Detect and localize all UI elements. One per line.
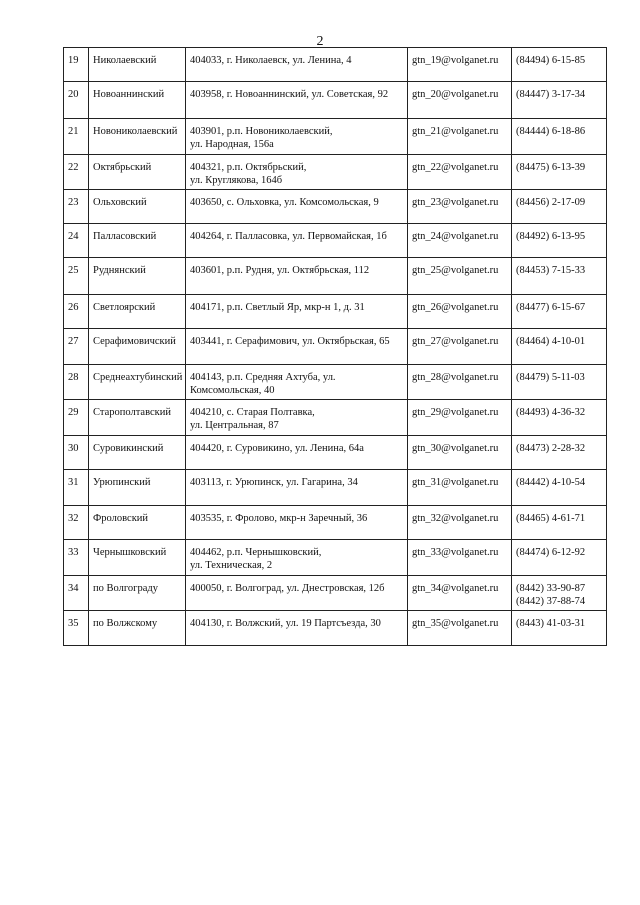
address-cell [186,506,408,540]
row-number: 26 [64,295,89,329]
address-line: 404264, г. Палласовка, ул. Первомайская, 1б [190,231,387,242]
phone-number: (8443) 41-03-31 [516,618,586,629]
address-cell [186,611,408,646]
table-row [64,155,607,190]
row-number: 21 [64,119,89,155]
district-name: Новониколаевский [89,119,186,155]
address-line: 404321, р.п. Октябрьский, [190,162,307,173]
phone-cell [512,155,607,190]
phone-number: (8442) 37-88-74 [516,596,586,607]
address-line: 403958, г. Новоаннинский, ул. Советская, 92 [190,89,389,100]
district-name: по Волгограду [89,576,186,611]
address-cell [186,258,408,295]
table-row [64,470,607,506]
row-number: 20 [64,82,89,119]
phone-cell [512,190,607,224]
table-row [64,224,607,258]
table-row [64,365,607,400]
address-cell [186,190,408,224]
address-line: 403650, с. Ольховка, ул. Комсомольская, 9 [190,197,379,208]
address-line: ул. Техническая, 2 [190,560,273,571]
email-address: gtn_32@volganet.ru [408,506,512,540]
address-line: 403535, г. Фролово, мкр-н Заречный, 36 [190,513,368,524]
address-line: 403901, р.п. Новониколаевский, [190,126,333,137]
email-address: gtn_30@volganet.ru [408,436,512,470]
address-line: ул. Народная, 156а [190,139,274,150]
phone-cell [512,258,607,295]
phone-cell [512,400,607,436]
row-number: 34 [64,576,89,611]
row-number: 24 [64,224,89,258]
address-cell [186,82,408,119]
phone-number: (84474) 6-12-92 [516,547,586,558]
phone-cell [512,119,607,155]
district-name: Ольховский [89,190,186,224]
phone-cell [512,329,607,365]
phone-number: (84444) 6-18-86 [516,126,586,137]
address-line: 403441, г. Серафимович, ул. Октябрьская, 65 [190,336,390,347]
table-row [64,329,607,365]
email-address: gtn_19@volganet.ru [408,48,512,82]
row-number: 31 [64,470,89,506]
address-line: 403601, р.п. Рудня, ул. Октябрьская, 112 [190,265,370,276]
email-address: gtn_35@volganet.ru [408,611,512,646]
row-number: 28 [64,365,89,400]
address-line: 404033, г. Николаевск, ул. Ленина, 4 [190,55,352,66]
district-name: Среднеахтубинский [89,365,186,400]
phone-number: (84475) 6-13-39 [516,162,586,173]
phone-number: (84477) 6-15-67 [516,302,586,313]
address-line: 404171, р.п. Светлый Яр, мкр-н 1, д. 31 [190,302,365,313]
phone-cell [512,82,607,119]
address-cell [186,224,408,258]
phone-number: (84453) 7-15-33 [516,265,586,276]
address-cell [186,540,408,576]
phone-cell [512,506,607,540]
phone-cell [512,436,607,470]
table-row [64,436,607,470]
phone-number: (84494) 6-15-85 [516,55,586,66]
row-number: 19 [64,48,89,82]
phone-number: (84442) 4-10-54 [516,477,586,488]
address-line: ул. Круглякова, 164б [190,175,283,186]
address-cell [186,576,408,611]
district-name: Фроловский [89,506,186,540]
registry-table-body [64,48,607,646]
row-number: 35 [64,611,89,646]
address-cell [186,48,408,82]
row-number: 32 [64,506,89,540]
table-row [64,295,607,329]
phone-cell [512,48,607,82]
phone-cell [512,611,607,646]
email-address: gtn_22@volganet.ru [408,155,512,190]
district-name: Чернышковский [89,540,186,576]
table-row [64,48,607,82]
registry-table [63,47,607,646]
email-address: gtn_24@volganet.ru [408,224,512,258]
phone-number: (84473) 2-28-32 [516,443,586,454]
address-line: 404143, р.п. Средняя Ахтуба, ул. [190,372,336,383]
email-address: gtn_27@volganet.ru [408,329,512,365]
page-number: 2 [316,34,324,49]
district-name: Суровикинский [89,436,186,470]
phone-number: (84493) 4-36-32 [516,407,586,418]
row-number: 25 [64,258,89,295]
table-row [64,119,607,155]
row-number: 33 [64,540,89,576]
phone-cell [512,576,607,611]
email-address: gtn_28@volganet.ru [408,365,512,400]
email-address: gtn_33@volganet.ru [408,540,512,576]
row-number: 22 [64,155,89,190]
table-row [64,611,607,646]
district-name: Серафимовичский [89,329,186,365]
address-line: 404462, р.п. Чернышковский, [190,547,322,558]
row-number: 27 [64,329,89,365]
phone-number: (8442) 33-90-87 [516,583,586,594]
phone-number: (84479) 5-11-03 [516,372,585,383]
district-name: Старополтавский [89,400,186,436]
address-cell [186,155,408,190]
address-line: 404210, с. Старая Полтавка, [190,407,315,418]
table-row [64,540,607,576]
district-name: по Волжскому [89,611,186,646]
phone-number: (84464) 4-10-01 [516,336,586,347]
address-cell [186,400,408,436]
phone-number: (84447) 3-17-34 [516,89,586,100]
district-name: Николаевский [89,48,186,82]
phone-cell [512,540,607,576]
district-name: Светлоярский [89,295,186,329]
email-address: gtn_34@volganet.ru [408,576,512,611]
table-row [64,190,607,224]
address-line: ул. Центральная, 87 [190,420,279,431]
address-line: Комсомольская, 40 [190,385,275,396]
phone-cell [512,224,607,258]
email-address: gtn_21@volganet.ru [408,119,512,155]
address-cell [186,329,408,365]
table-row [64,400,607,436]
address-line: 404130, г. Волжский, ул. 19 Партсъезда, 30 [190,618,381,629]
district-name: Октябрьский [89,155,186,190]
district-name: Новоаннинский [89,82,186,119]
address-cell [186,365,408,400]
row-number: 30 [64,436,89,470]
table-row [64,82,607,119]
phone-cell [512,470,607,506]
email-address: gtn_26@volganet.ru [408,295,512,329]
address-cell [186,295,408,329]
phone-number: (84465) 4-61-71 [516,513,586,524]
phone-cell [512,365,607,400]
email-address: gtn_31@volganet.ru [408,470,512,506]
email-address: gtn_23@volganet.ru [408,190,512,224]
table-row [64,576,607,611]
email-address: gtn_29@volganet.ru [408,400,512,436]
address-cell [186,470,408,506]
address-cell [186,436,408,470]
email-address: gtn_20@volganet.ru [408,82,512,119]
address-cell [186,119,408,155]
address-line: 400050, г. Волгоград, ул. Днестровская, 12б [190,583,385,594]
district-name: Урюпинский [89,470,186,506]
table-row [64,506,607,540]
email-address: gtn_25@volganet.ru [408,258,512,295]
address-line: 404420, г. Суровикино, ул. Ленина, 64а [190,443,364,454]
row-number: 23 [64,190,89,224]
district-name: Палласовский [89,224,186,258]
address-line: 403113, г. Урюпинск, ул. Гагарина, 34 [190,477,358,488]
row-number: 29 [64,400,89,436]
phone-number: (84492) 6-13-95 [516,231,586,242]
table-row [64,258,607,295]
phone-number: (84456) 2-17-09 [516,197,586,208]
phone-cell [512,295,607,329]
district-name: Руднянский [89,258,186,295]
